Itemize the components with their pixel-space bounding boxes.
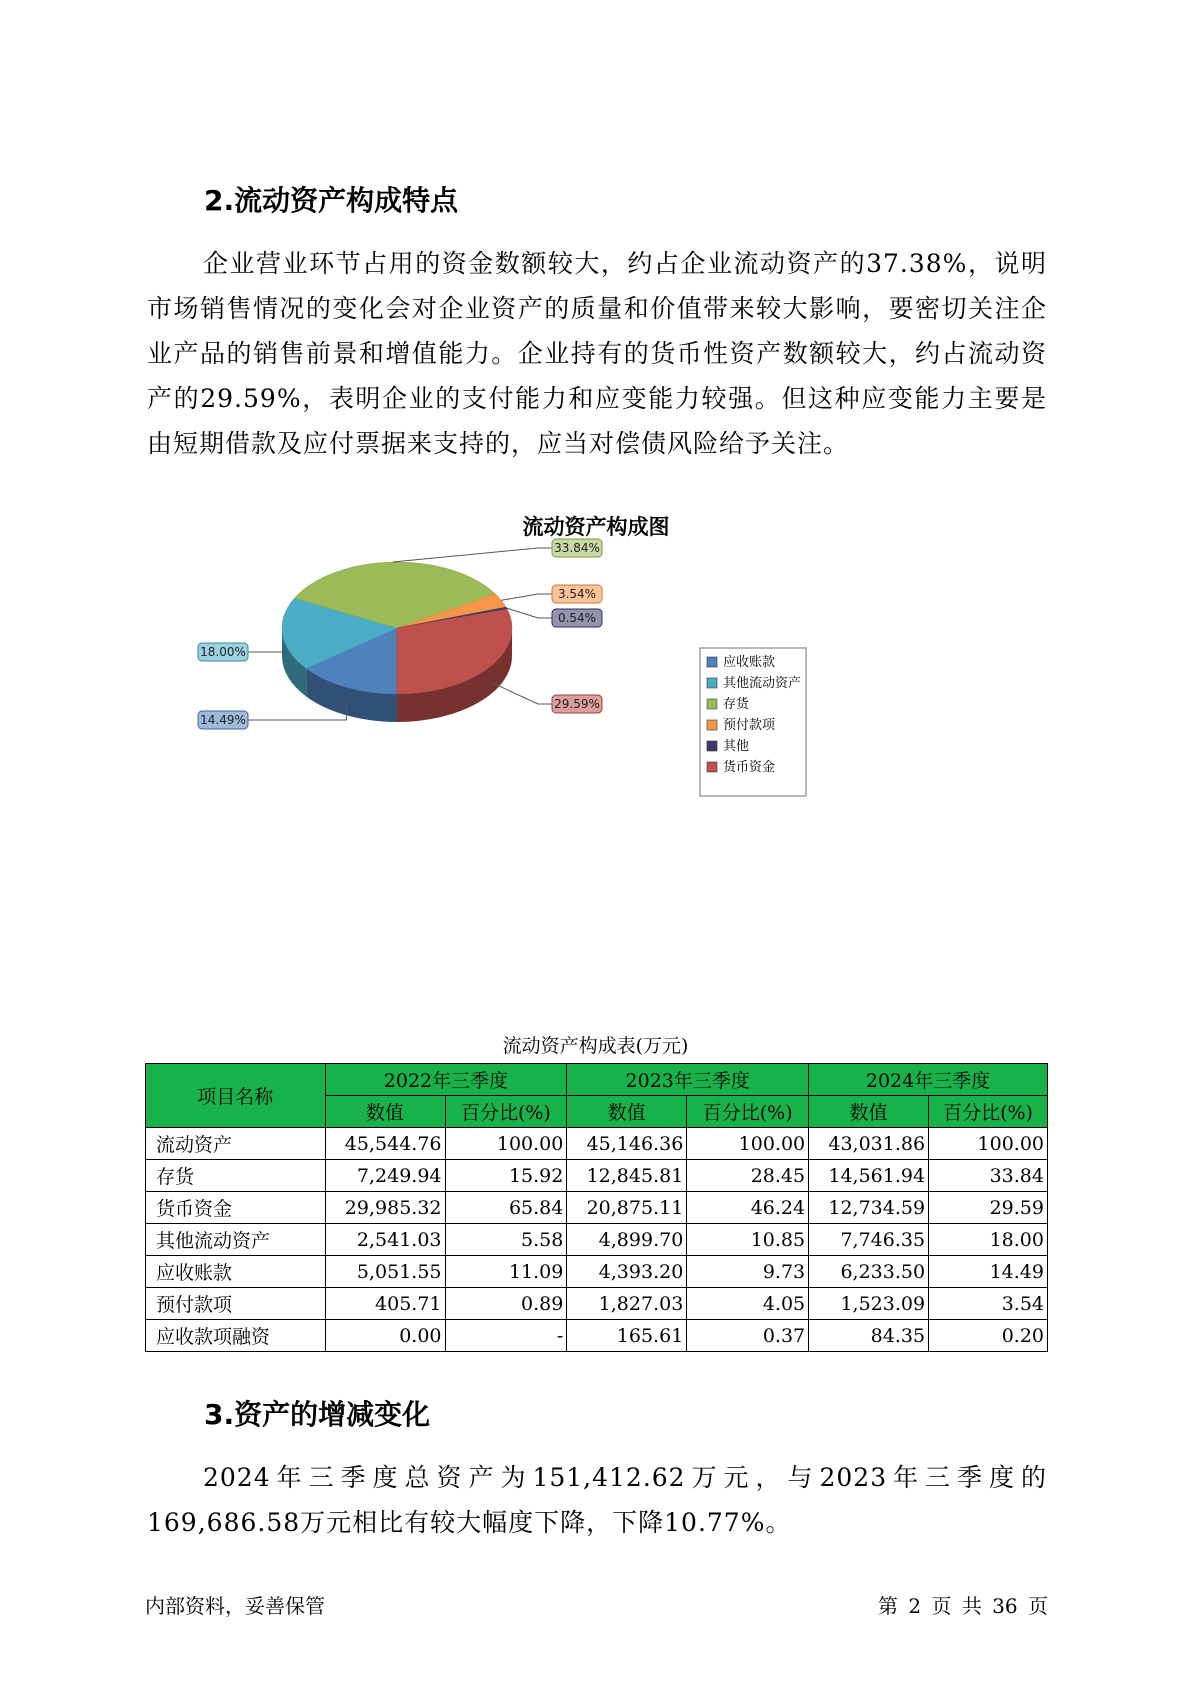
cell-value: 4,393.20 <box>567 1256 687 1288</box>
cell-percent: 29.59 <box>929 1192 1048 1224</box>
cell-value: 45,146.36 <box>567 1128 687 1160</box>
cell-percent: 100.00 <box>929 1128 1048 1160</box>
table-row <box>146 1160 1048 1192</box>
cell-percent: 46.24 <box>687 1192 809 1224</box>
cell-value: 5,051.55 <box>325 1256 445 1288</box>
table-row <box>146 1288 1048 1320</box>
pie-leader-line <box>248 648 283 652</box>
cell-percent: 0.37 <box>687 1320 809 1352</box>
cell-percent: 100.00 <box>445 1128 567 1160</box>
cell-percent: 15.92 <box>445 1160 567 1192</box>
cell-percent: 0.89 <box>445 1288 567 1320</box>
row-item-name: 预付款项 <box>146 1288 326 1320</box>
cell-value: 6,233.50 <box>809 1256 929 1288</box>
cell-percent: 33.84 <box>929 1160 1048 1192</box>
legend-swatch <box>707 699 717 709</box>
legend-entry: 货币资金 <box>723 760 776 775</box>
pie-leader-line <box>393 548 552 562</box>
cell-percent: 11.09 <box>445 1256 567 1288</box>
cell-percent: 18.00 <box>929 1224 1048 1256</box>
legend-swatch <box>707 762 717 772</box>
cell-value: 12,734.59 <box>809 1192 929 1224</box>
chart-title: 流动资产构成图 <box>522 515 670 539</box>
header-value: 数值 <box>325 1096 445 1128</box>
pie-top <box>282 562 512 694</box>
table-body <box>146 1128 1048 1352</box>
cell-percent: 4.05 <box>687 1288 809 1320</box>
pie-leader-line <box>501 594 552 600</box>
cell-value: 0.00 <box>325 1320 445 1352</box>
table-row <box>146 1256 1048 1288</box>
header-percent: 百分比(%) <box>929 1096 1048 1128</box>
footer-confidential-note: 内部资料，妥善保管 <box>145 1594 325 1618</box>
legend-swatch <box>707 741 717 751</box>
header-value: 数值 <box>567 1096 687 1128</box>
cell-percent: 14.49 <box>929 1256 1048 1288</box>
cell-percent: 10.85 <box>687 1224 809 1256</box>
pie-data-label: 18.00% <box>200 645 246 659</box>
table-row <box>146 1192 1048 1224</box>
cell-value: 1,827.03 <box>567 1288 687 1320</box>
legend-entry: 其他流动资产 <box>723 676 802 691</box>
legend-entry: 存货 <box>723 697 750 712</box>
pie-data-label: 3.54% <box>557 587 597 601</box>
legend-swatch <box>707 657 717 667</box>
footer-page-number: 第 2 页 共 36 页 <box>878 1594 1048 1618</box>
pie-data-label: 33.84% <box>554 541 600 555</box>
pie-leader-line <box>507 608 552 618</box>
cell-percent: 3.54 <box>929 1288 1048 1320</box>
cell-percent: 0.20 <box>929 1320 1048 1352</box>
cell-percent: - <box>445 1320 567 1352</box>
cell-percent: 28.45 <box>687 1160 809 1192</box>
row-item-name: 存货 <box>146 1160 326 1192</box>
cell-value: 14,561.94 <box>809 1160 929 1192</box>
header-item-name: 项目名称 <box>146 1064 326 1128</box>
cell-value: 45,544.76 <box>325 1128 445 1160</box>
row-item-name: 货币资金 <box>146 1192 326 1224</box>
section-3-paragraph: 2024年三季度总资产为151,412.62万元，与2023年三季度的169,686.58万元相比有较大幅度下降，下降10.77%。 <box>147 1463 1047 1537</box>
table-caption: 流动资产构成表(万元) <box>502 1035 689 1057</box>
cell-value: 7,746.35 <box>809 1224 929 1256</box>
pie-data-label: 14.49% <box>200 713 246 727</box>
header-period-2024: 2024年三季度 <box>809 1064 1048 1096</box>
row-item-name: 其他流动资产 <box>146 1224 326 1256</box>
pie-data-label: 29.59% <box>554 697 600 711</box>
header-percent: 百分比(%) <box>687 1096 809 1128</box>
cell-value: 405.71 <box>325 1288 445 1320</box>
header-value: 数值 <box>809 1096 929 1128</box>
row-item-name: 流动资产 <box>146 1128 326 1160</box>
header-percent: 百分比(%) <box>445 1096 567 1128</box>
header-period-2022: 2022年三季度 <box>325 1064 567 1096</box>
legend-swatch <box>707 720 717 730</box>
cell-value: 43,031.86 <box>809 1128 929 1160</box>
cell-value: 20,875.11 <box>567 1192 687 1224</box>
cell-percent: 9.73 <box>687 1256 809 1288</box>
assets-table <box>145 1063 1048 1352</box>
table-row <box>146 1320 1048 1352</box>
header-period-2023: 2023年三季度 <box>567 1064 809 1096</box>
cell-percent: 100.00 <box>687 1128 809 1160</box>
section-2-title: 2.流动资产构成特点 <box>204 184 459 217</box>
section-2-paragraph: 企业营业环节占用的资金数额较大，约占企业流动资产的37.38%，说明市场销售情况的变化会对企业资产的质量和价值带来较大影响，要密切关注企业产品的销售前景和增值能力。企业持有的货币性资产数额较大，约占流动资产的29.59%，表明企业的支付能力和应变能力较强。但这种应变能力主要是由短期借款及应付票据来支持的，应当对偿债风险给予关注。 <box>147 249 1047 458</box>
cell-percent: 5.58 <box>445 1224 567 1256</box>
cell-value: 7,249.94 <box>325 1160 445 1192</box>
cell-percent: 65.84 <box>445 1192 567 1224</box>
cell-value: 2,541.03 <box>325 1224 445 1256</box>
legend-entry: 应收账款 <box>723 655 776 670</box>
cell-value: 165.61 <box>567 1320 687 1352</box>
cell-value: 1,523.09 <box>809 1288 929 1320</box>
row-item-name: 应收账款 <box>146 1256 326 1288</box>
cell-value: 84.35 <box>809 1320 929 1352</box>
chart-legend <box>700 648 806 796</box>
section-3-title: 3.资产的增减变化 <box>204 1398 431 1431</box>
legend-entry: 预付款项 <box>723 718 776 733</box>
pie-data-label: 0.54% <box>557 611 597 625</box>
legend-entry: 其他 <box>723 739 750 754</box>
cell-value: 4,899.70 <box>567 1224 687 1256</box>
table-row <box>146 1128 1048 1160</box>
table-row <box>146 1224 1048 1256</box>
row-item-name: 应收款项融资 <box>146 1320 326 1352</box>
table-header-row-1 <box>146 1064 1048 1096</box>
legend-swatch <box>707 678 717 688</box>
pie-chart <box>190 500 830 820</box>
cell-value: 12,845.81 <box>567 1160 687 1192</box>
cell-value: 29,985.32 <box>325 1192 445 1224</box>
